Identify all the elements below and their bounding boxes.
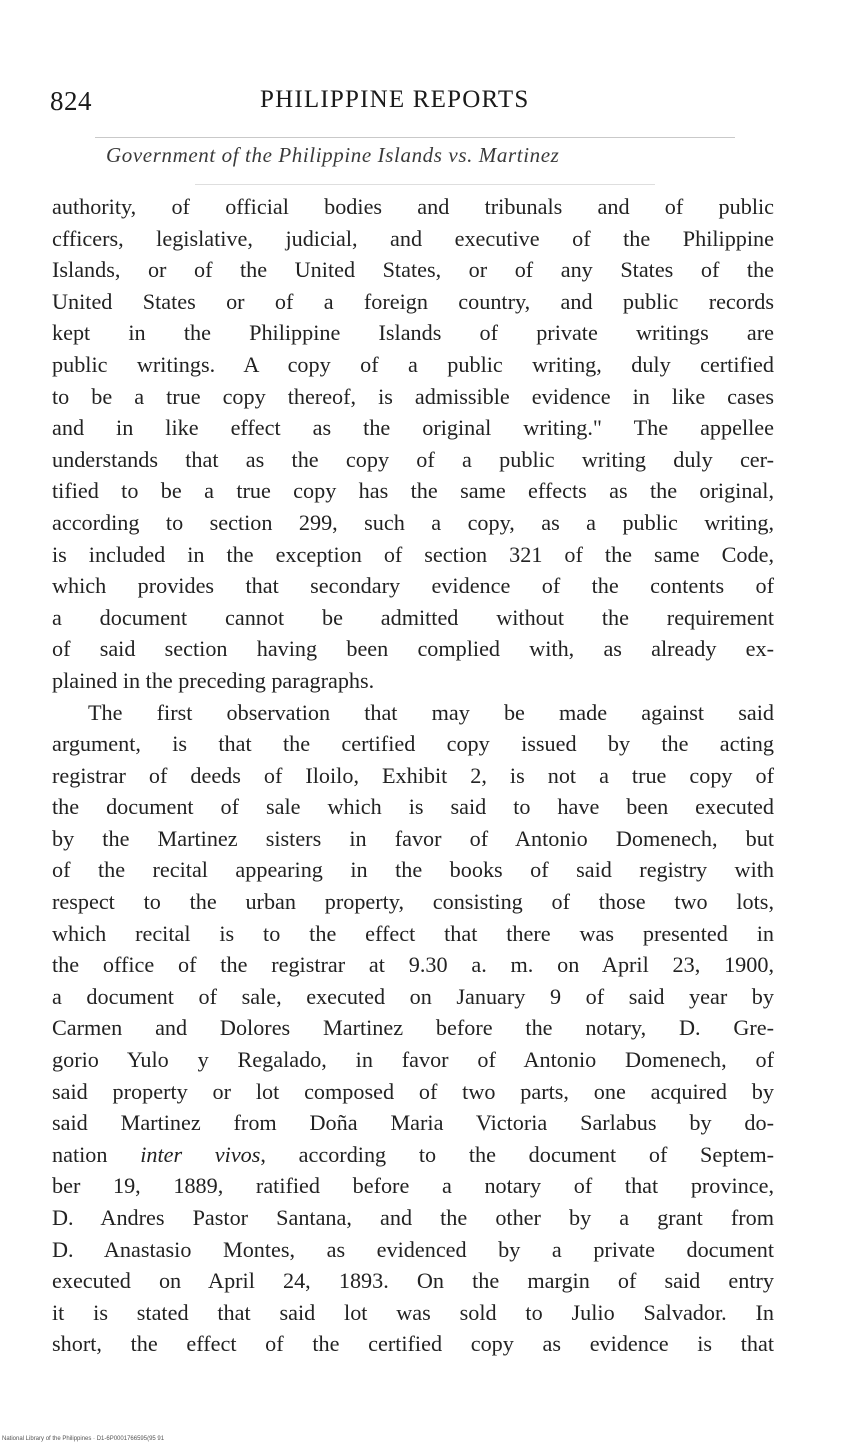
page-number: 824 <box>50 86 92 116</box>
text-line: and in like effect as the original writing." The appellee <box>52 415 774 441</box>
page-header <box>50 86 780 126</box>
text-line: United States or of a foreign country, and public records <box>52 288 774 314</box>
text-line: cfficers, legislative, judicial, and executive of the Philippine <box>52 225 774 251</box>
text-line: understands that as the copy of a public writing duly cer- <box>52 446 774 472</box>
text-line: public writings. A copy of a public writing, duly certified <box>52 351 774 377</box>
text-line: it is stated that said lot was sold to Julio Salvador. In <box>52 1299 774 1325</box>
text-line: Carmen and Dolores Martinez before the notary, D. Gre- <box>52 1015 774 1041</box>
running-title: PHILIPPINE REPORTS <box>260 86 530 113</box>
text-line: kept in the Philippine Islands of private writings are <box>52 320 774 346</box>
text-line: said Martinez from Doña Maria Victoria Sarlabus by do- <box>52 1110 774 1136</box>
text-line: short, the effect of the certified copy as evidence is that <box>52 1331 774 1357</box>
case-title: Government of the Philippine Islands vs. Martinez <box>106 143 560 167</box>
text-line: said property or lot composed of two parts, one acquired by <box>52 1078 774 1104</box>
text-line: Islands, or of the United States, or of any States of the <box>52 257 774 283</box>
text-segment: nation <box>52 1141 141 1167</box>
text-line: a document cannot be admitted without the requirement <box>52 604 774 630</box>
text-line: respect to the urban property, consisting of those two lots, <box>52 889 774 915</box>
text-line: the office of the registrar at 9.30 a. m. on April 23, 1900, <box>52 952 774 978</box>
text-line: the document of sale which is said to have been executed <box>52 794 774 820</box>
text-line: executed on April 24, 1893. On the margin of said entry <box>52 1268 774 1294</box>
text-line: registrar of deeds of Iloilo, Exhibit 2, is not a true copy of <box>52 762 774 788</box>
text-line: a document of sale, executed on January 9 of said year by <box>52 983 774 1009</box>
body-text <box>52 191 774 1360</box>
text-segment: , according to the document of Septem- <box>260 1141 774 1167</box>
text-line: of said section having been complied with, as already ex- <box>52 636 774 662</box>
text-line: is included in the exception of section 321 of the same Code, <box>52 541 774 567</box>
text-line: authority, of official bodies and tribunals and of public <box>52 194 774 219</box>
text-line: The first observation that may be made against said <box>88 699 774 725</box>
text-line: argument, is that the certified copy issued by the acting <box>52 731 774 757</box>
text-line: by the Martinez sisters in favor of Antonio Domenech, but <box>52 825 774 851</box>
text-line: gorio Yulo y Regalado, in favor of Antonio Domenech, of <box>52 1047 774 1073</box>
title-divider <box>195 184 655 185</box>
text-line: according to section 299, such a copy, as a public writing, <box>52 509 774 535</box>
text-line-inter-vivos <box>52 1139 774 1171</box>
text-line: ber 19, 1889, ratified before a notary of that province, <box>52 1173 774 1199</box>
italic-phrase: inter vivos <box>140 1141 261 1167</box>
text-line: plained in the preceding paragraphs. <box>52 667 375 693</box>
scan-footer: National Library of the Philippines · D1-6P0001766595(95 91 <box>2 1436 165 1442</box>
header-divider <box>95 137 735 138</box>
text-line: tified to be a true copy has the same effects as the original, <box>52 478 774 504</box>
text-line: to be a true copy thereof, is admissible evidence in like cases <box>52 383 774 409</box>
text-line: D. Andres Pastor Santana, and the other by a grant from <box>52 1205 774 1230</box>
text-line: which recital is to the effect that there was presented in <box>52 920 774 946</box>
text-line: of the recital appearing in the books of said registry with <box>52 857 774 883</box>
text-line: D. Anastasio Montes, as evidenced by a private document <box>52 1236 774 1262</box>
text-line: which provides that secondary evidence of the contents of <box>52 573 774 599</box>
